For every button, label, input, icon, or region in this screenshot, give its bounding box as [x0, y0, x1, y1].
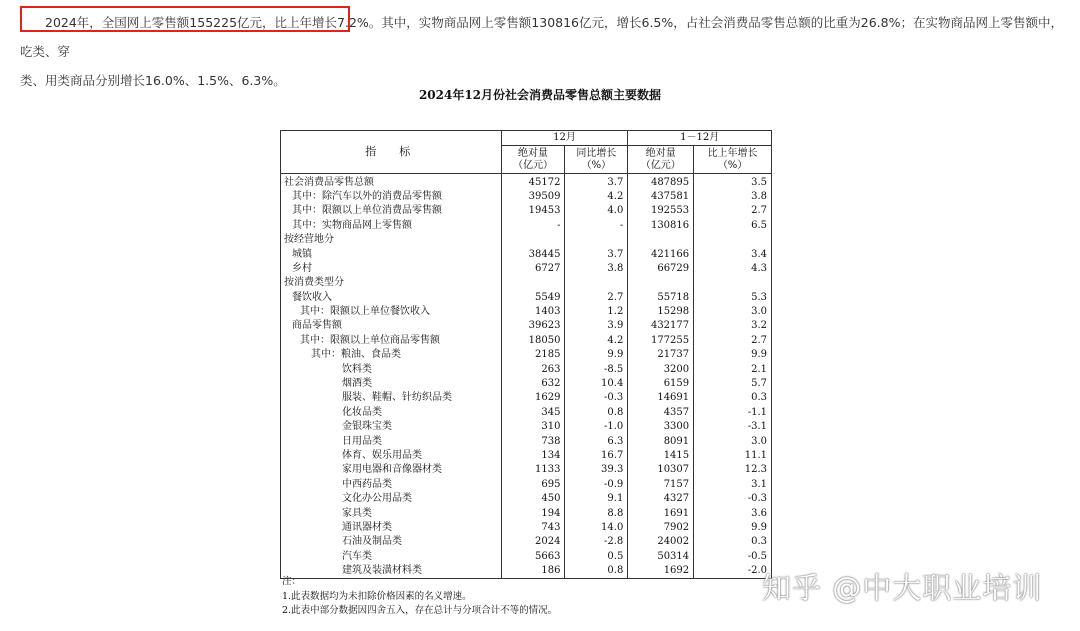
- row-label: 中西药品类: [281, 478, 502, 492]
- cell-ytd-absolute: 1692: [628, 564, 694, 579]
- row-label: 其中：除汽车以外的消费品零售额: [281, 190, 502, 204]
- row-label: 体育、娱乐用品类: [281, 449, 502, 463]
- cell-ytd-absolute: 487895: [628, 174, 694, 190]
- cell-dec-absolute: 450: [501, 492, 565, 506]
- cell-dec-yoy: 3.7: [565, 174, 628, 190]
- note-item: 1.此表数据均为未扣除价格因素的名义增速。: [282, 590, 472, 602]
- cell-ytd-absolute: 4327: [628, 492, 694, 506]
- cell-dec-yoy: 9.1: [565, 492, 628, 506]
- row-label: 金银珠宝类: [281, 420, 502, 434]
- cell-dec-yoy: [565, 276, 628, 290]
- cell-ytd-absolute: 1415: [628, 449, 694, 463]
- row-label: 其中：限额以上单位消费品零售额: [281, 204, 502, 218]
- cell-dec-yoy: 3.8: [565, 262, 628, 276]
- cell-dec-absolute: 194: [501, 506, 565, 520]
- row-label: 饮料类: [281, 362, 502, 376]
- cell-dec-yoy: 10.4: [565, 377, 628, 391]
- cell-ytd-absolute: 15298: [628, 305, 694, 319]
- table-row: [281, 391, 772, 405]
- cell-dec-absolute: 5663: [501, 550, 565, 564]
- cell-ytd-absolute: 24002: [628, 535, 694, 549]
- cell-ytd-absolute: 3200: [628, 362, 694, 376]
- cell-ytd-absolute: 421166: [628, 247, 694, 261]
- cell-dec-yoy: [565, 233, 628, 247]
- row-label: 商品零售额: [281, 319, 502, 333]
- cell-dec-absolute: [501, 233, 565, 247]
- row-label: 烟酒类: [281, 377, 502, 391]
- cell-ytd-growth: 3.8: [694, 190, 772, 204]
- table-row: [281, 262, 772, 276]
- watermark: 知乎 @中大职业培训: [762, 571, 1043, 605]
- table-row: [281, 449, 772, 463]
- cell-ytd-absolute: 10307: [628, 463, 694, 477]
- table-row: [281, 420, 772, 434]
- cell-ytd-absolute: 8091: [628, 434, 694, 448]
- header-december: 12月: [501, 131, 628, 146]
- cell-dec-absolute: 345: [501, 406, 565, 420]
- retail-data-table: [280, 130, 772, 579]
- intro-paragraph-line-1: 2024年，全国网上零售额155225亿元，比上年增长7.2%。其中，实物商品网上零售额130816亿元，增长6.5%，占社会消费品零售总额的比重为26.8%；在实物商品网上零售额中，吃类、穿: [20, 15, 1063, 59]
- row-label: 家具类: [281, 506, 502, 520]
- table-row: [281, 492, 772, 506]
- cell-ytd-absolute: 4357: [628, 406, 694, 420]
- highlight-box: [20, 6, 350, 32]
- table-row: [281, 521, 772, 535]
- row-label: 汽车类: [281, 550, 502, 564]
- cell-dec-absolute: 743: [501, 521, 565, 535]
- cell-ytd-absolute: 21737: [628, 348, 694, 362]
- cell-ytd-growth: -2.0: [694, 564, 772, 579]
- cell-ytd-growth: 3.4: [694, 247, 772, 261]
- row-label: 石油及制品类: [281, 535, 502, 549]
- table-row: [281, 247, 772, 261]
- cell-ytd-growth: 11.1: [694, 449, 772, 463]
- cell-dec-yoy: -2.8: [565, 535, 628, 549]
- cell-ytd-growth: 3.5: [694, 174, 772, 190]
- cell-dec-absolute: 1133: [501, 463, 565, 477]
- row-label: 餐饮收入: [281, 291, 502, 305]
- cell-dec-yoy: 0.8: [565, 564, 628, 579]
- table-row: [281, 190, 772, 204]
- cell-ytd-growth: 9.9: [694, 521, 772, 535]
- cell-dec-yoy: 9.9: [565, 348, 628, 362]
- table-row: [281, 550, 772, 564]
- cell-dec-yoy: 3.9: [565, 319, 628, 333]
- row-label: 其中：限额以上单位商品零售额: [281, 334, 502, 348]
- cell-dec-yoy: -0.3: [565, 391, 628, 405]
- cell-dec-absolute: -: [501, 219, 565, 233]
- cell-ytd-growth: 2.7: [694, 204, 772, 218]
- cell-dec-absolute: 186: [501, 564, 565, 579]
- table-row: [281, 219, 772, 233]
- cell-dec-yoy: 39.3: [565, 463, 628, 477]
- cell-dec-yoy: 4.2: [565, 190, 628, 204]
- row-label: 文化办公用品类: [281, 492, 502, 506]
- cell-dec-absolute: 632: [501, 377, 565, 391]
- cell-dec-absolute: 19453: [501, 204, 565, 218]
- cell-ytd-growth: 2.1: [694, 362, 772, 376]
- table-row: [281, 478, 772, 492]
- cell-dec-yoy: 16.7: [565, 449, 628, 463]
- cell-dec-absolute: 2185: [501, 348, 565, 362]
- cell-dec-yoy: 0.5: [565, 550, 628, 564]
- cell-dec-yoy: 6.3: [565, 434, 628, 448]
- cell-ytd-absolute: [628, 233, 694, 247]
- row-label: 日用品类: [281, 434, 502, 448]
- table-row: [281, 291, 772, 305]
- cell-ytd-absolute: 66729: [628, 262, 694, 276]
- table-row: [281, 362, 772, 376]
- cell-ytd-absolute: [628, 276, 694, 290]
- row-label: 乡村: [281, 262, 502, 276]
- cell-ytd-growth: -0.3: [694, 492, 772, 506]
- cell-dec-yoy: 3.7: [565, 247, 628, 261]
- cell-ytd-growth: 0.3: [694, 391, 772, 405]
- cell-ytd-growth: 12.3: [694, 463, 772, 477]
- cell-ytd-growth: 0.3: [694, 535, 772, 549]
- header-dec-absolute: 绝对量 （亿元）: [501, 146, 565, 174]
- cell-dec-yoy: 4.2: [565, 334, 628, 348]
- table-row: [281, 319, 772, 333]
- cell-ytd-growth: -3.1: [694, 420, 772, 434]
- cell-dec-absolute: 263: [501, 362, 565, 376]
- row-label: 其中：粮油、食品类: [281, 348, 502, 362]
- row-label: 建筑及装潢材料类: [281, 564, 502, 579]
- cell-ytd-growth: [694, 233, 772, 247]
- cell-ytd-absolute: 432177: [628, 319, 694, 333]
- cell-dec-absolute: [501, 276, 565, 290]
- cell-dec-absolute: 738: [501, 434, 565, 448]
- cell-ytd-growth: 2.7: [694, 334, 772, 348]
- cell-ytd-absolute: 7157: [628, 478, 694, 492]
- cell-ytd-growth: -1.1: [694, 406, 772, 420]
- table-row: [281, 535, 772, 549]
- cell-ytd-growth: 3.0: [694, 305, 772, 319]
- cell-ytd-absolute: 6159: [628, 377, 694, 391]
- cell-ytd-growth: 4.3: [694, 262, 772, 276]
- table-row: [281, 334, 772, 348]
- cell-ytd-absolute: 14691: [628, 391, 694, 405]
- row-label: 按消费类型分: [281, 276, 502, 290]
- cell-dec-absolute: 45172: [501, 174, 565, 190]
- cell-ytd-growth: 5.3: [694, 291, 772, 305]
- cell-ytd-absolute: 192553: [628, 204, 694, 218]
- row-label: 城镇: [281, 247, 502, 261]
- cell-dec-absolute: 134: [501, 449, 565, 463]
- table-row: [281, 204, 772, 218]
- header-dec-yoy: 同比增长 （%）: [565, 146, 628, 174]
- note-item: 2.此表中部分数据因四舍五入，存在总计与分项合计不等的情况。: [282, 605, 558, 616]
- cell-dec-yoy: 8.8: [565, 506, 628, 520]
- cell-ytd-absolute: 3300: [628, 420, 694, 434]
- cell-ytd-absolute: 1691: [628, 506, 694, 520]
- table-title: 2024年12月份社会消费品零售总额主要数据: [418, 88, 662, 102]
- table-row: [281, 377, 772, 391]
- header-indicator: 指 标: [281, 131, 502, 174]
- cell-dec-absolute: 695: [501, 478, 565, 492]
- cell-dec-yoy: 14.0: [565, 521, 628, 535]
- cell-dec-absolute: 2024: [501, 535, 565, 549]
- table-row: [281, 305, 772, 319]
- cell-ytd-growth: 3.6: [694, 506, 772, 520]
- cell-ytd-absolute: 7902: [628, 521, 694, 535]
- header-ytd-absolute: 绝对量 （亿元）: [628, 146, 694, 174]
- cell-dec-yoy: 0.8: [565, 406, 628, 420]
- header-year-to-date: 1－12月: [628, 131, 772, 146]
- table-row: [281, 434, 772, 448]
- row-label: 社会消费品零售总额: [281, 174, 502, 190]
- cell-ytd-growth: 6.5: [694, 219, 772, 233]
- row-label: 其中：实物商品网上零售额: [281, 219, 502, 233]
- table-row: [281, 406, 772, 420]
- cell-ytd-absolute: 50314: [628, 550, 694, 564]
- row-label: 化妆品类: [281, 406, 502, 420]
- cell-dec-absolute: 1403: [501, 305, 565, 319]
- table-row: [281, 506, 772, 520]
- cell-dec-yoy: -1.0: [565, 420, 628, 434]
- row-label: 通讯器材类: [281, 521, 502, 535]
- table-body: [281, 174, 772, 579]
- table-row: [281, 233, 772, 247]
- cell-ytd-absolute: 177255: [628, 334, 694, 348]
- cell-dec-absolute: 5549: [501, 291, 565, 305]
- row-label: 按经营地分: [281, 233, 502, 247]
- cell-ytd-growth: [694, 276, 772, 290]
- cell-ytd-growth: -0.5: [694, 550, 772, 564]
- cell-dec-absolute: 18050: [501, 334, 565, 348]
- cell-ytd-growth: 3.1: [694, 478, 772, 492]
- cell-ytd-absolute: 55718: [628, 291, 694, 305]
- cell-ytd-growth: 3.2: [694, 319, 772, 333]
- row-label: 家用电器和音像器材类: [281, 463, 502, 477]
- cell-dec-absolute: 310: [501, 420, 565, 434]
- cell-dec-absolute: 39623: [501, 319, 565, 333]
- table-row: [281, 348, 772, 362]
- cell-dec-absolute: 6727: [501, 262, 565, 276]
- row-label: 服装、鞋帽、针纺织品类: [281, 391, 502, 405]
- table-row: [281, 276, 772, 290]
- row-label: 其中：限额以上单位餐饮收入: [281, 305, 502, 319]
- cell-dec-yoy: 1.2: [565, 305, 628, 319]
- table-row: [281, 174, 772, 190]
- cell-dec-yoy: 2.7: [565, 291, 628, 305]
- cell-ytd-growth: 3.0: [694, 434, 772, 448]
- intro-paragraph-line-2: 类、用类商品分别增长16.0%、1.5%、6.3%。: [20, 73, 286, 88]
- cell-ytd-absolute: 130816: [628, 219, 694, 233]
- header-ytd-growth: 比上年增长 （%）: [694, 146, 772, 174]
- cell-ytd-growth: 9.9: [694, 348, 772, 362]
- cell-dec-absolute: 38445: [501, 247, 565, 261]
- cell-ytd-absolute: 437581: [628, 190, 694, 204]
- table-row: [281, 463, 772, 477]
- cell-ytd-growth: 5.7: [694, 377, 772, 391]
- cell-dec-yoy: -8.5: [565, 362, 628, 376]
- cell-dec-yoy: -0.9: [565, 478, 628, 492]
- cell-dec-yoy: -: [565, 219, 628, 233]
- cell-dec-yoy: 4.0: [565, 204, 628, 218]
- table-notes: [282, 575, 557, 619]
- notes-heading: 注：: [282, 576, 302, 587]
- cell-dec-absolute: 1629: [501, 391, 565, 405]
- cell-dec-absolute: 39509: [501, 190, 565, 204]
